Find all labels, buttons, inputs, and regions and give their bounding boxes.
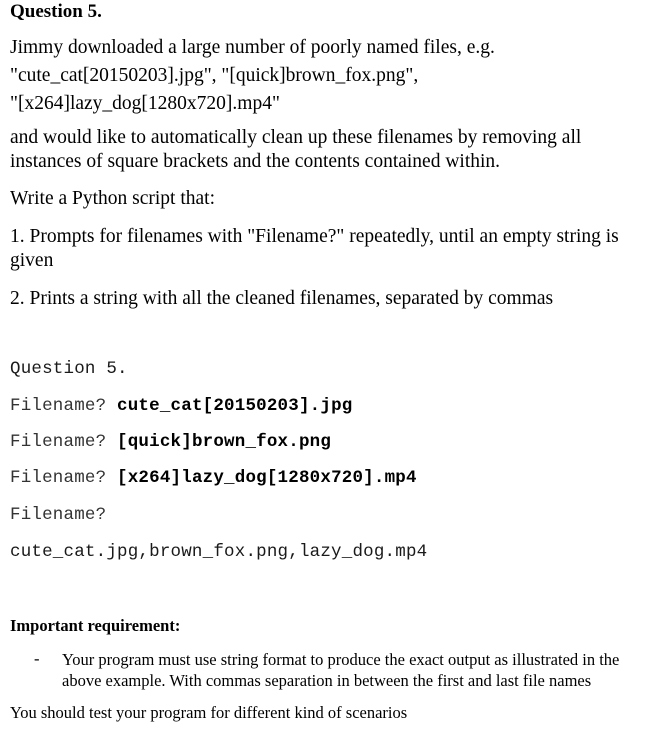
intro-line-2: "cute_cat[20150203].jpg", "[quick]brown_fox.png", [10, 65, 419, 86]
footer-note: You should test your program for different kind of scenarios [10, 703, 408, 722]
requirement-title: Important requirement: [10, 616, 181, 635]
example-prompt-label: Filename? [10, 468, 118, 488]
example-prompt-label: Filename? [10, 396, 118, 416]
requirement-bullet-dash: - [34, 649, 40, 668]
cleanup-line-2: instances of square brackets and the contents contained within. [10, 151, 501, 172]
example-prompt-label: Filename? [10, 505, 107, 525]
example-prompt-row [10, 505, 106, 525]
example-input: cute_cat[20150203].jpg [117, 396, 353, 416]
intro-line-3: "[x264]lazy_dog[1280x720].mp4" [10, 93, 280, 114]
example-prompt-label: Filename? [10, 432, 118, 452]
example-output: cute_cat.jpg,brown_fox.png,lazy_dog.mp4 [10, 542, 428, 562]
cleanup-line-1: and would like to automatically clean up these filenames by removing all [10, 127, 582, 148]
requirement-line-2: above example. With commas separation in between the first and last file names [62, 671, 592, 690]
example-prompt-row [10, 468, 417, 488]
question-title: Question 5. [10, 1, 102, 22]
requirement-line-1: Your program must use string format to produce the exact output as illustrated in the [62, 650, 620, 669]
step-1-line-2: given [10, 250, 54, 271]
example-header: Question 5. [10, 359, 128, 379]
example-prompt-row [10, 396, 352, 416]
example-input: [quick]brown_fox.png [117, 432, 332, 452]
intro-line-1: Jimmy downloaded a large number of poorly named files, e.g. [10, 37, 495, 58]
example-prompt-row [10, 432, 331, 452]
example-input: [x264]lazy_dog[1280x720].mp4 [117, 468, 417, 488]
step-2-line-1: 2. Prints a string with all the cleaned filenames, separated by commas [10, 288, 554, 309]
step-1-line-1: 1. Prompts for filenames with "Filename?" repeatedly, until an empty string is [10, 226, 619, 247]
task-intro: Write a Python script that: [10, 188, 216, 209]
